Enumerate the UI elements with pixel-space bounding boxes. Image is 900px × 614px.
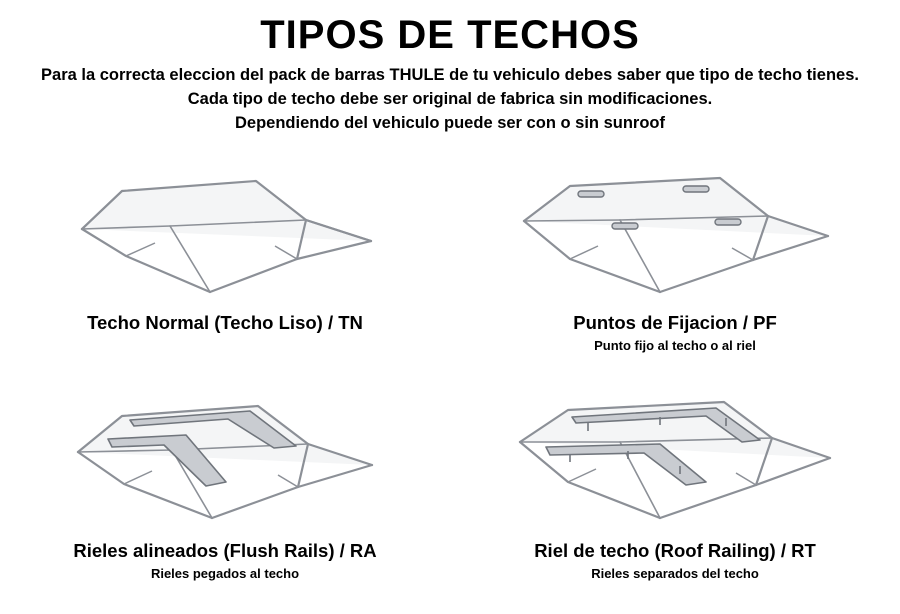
roof-type-sub-caption: Rieles pegados al techo — [150, 566, 300, 581]
roof-type-card-rieles-alineados — [0, 388, 450, 614]
roof-type-caption: Rieles alineados (Flush Rails) / RA — [73, 540, 377, 561]
roof-railing-illustration — [510, 390, 840, 535]
roof-type-caption: Techo Normal (Techo Liso) / TN — [87, 312, 363, 333]
page-title: TIPOS DE TECHOS — [260, 13, 640, 57]
intro-text — [0, 64, 900, 136]
roof-type-card-riel-de-techo — [450, 388, 900, 614]
roof-type-card-puntos-de-fijacion — [450, 162, 900, 388]
roof-type-caption: Puntos de Fijacion / PF — [573, 312, 777, 333]
roof-normal-illustration — [60, 164, 390, 309]
intro-line-1: Para la correcta eleccion del pack de barras THULE de tu vehiculo debes saber que tipo de techo tienes. — [41, 66, 859, 84]
roof-types-infographic — [0, 14, 900, 614]
roof-types-grid — [0, 162, 900, 614]
roof-type-sub-caption: Punto fijo al techo o al riel — [594, 338, 756, 353]
roof-fixpoint-illustration — [510, 164, 840, 309]
intro-line-2: Cada tipo de techo debe ser original de fabrica sin modificaciones. — [187, 89, 713, 108]
roof-type-sub-caption: Rieles separados del techo — [591, 566, 759, 581]
roof-flush-rails-illustration — [60, 390, 390, 535]
roof-type-caption: Riel de techo (Roof Railing) / RT — [534, 540, 816, 561]
roof-type-card-techo-normal — [0, 162, 450, 388]
intro-line-3: Dependiendo del vehiculo puede ser con o sin sunroof — [235, 113, 665, 132]
